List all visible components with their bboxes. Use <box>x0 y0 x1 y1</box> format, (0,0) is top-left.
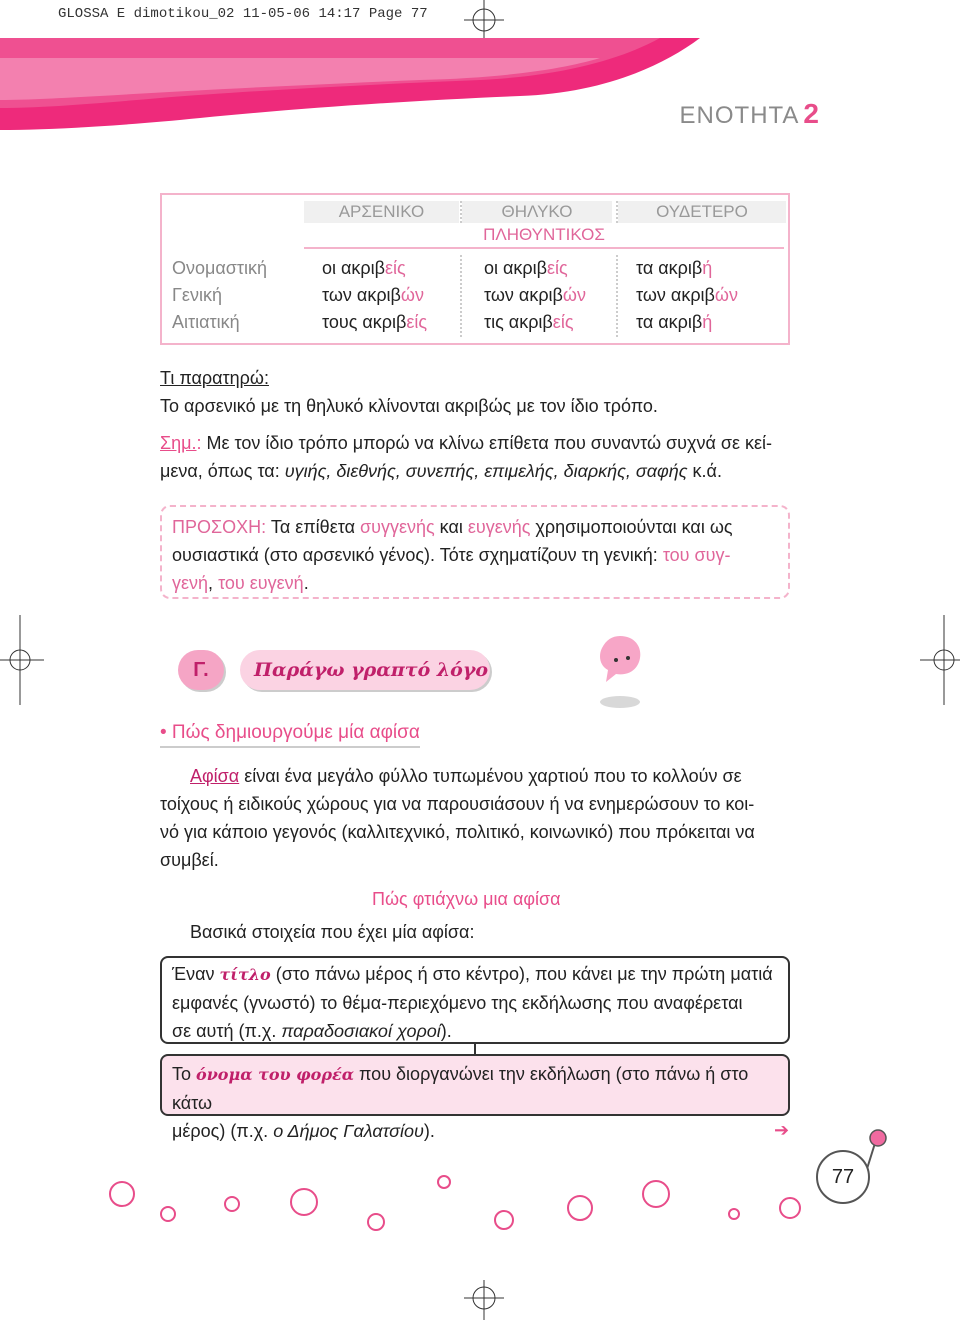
pink-wave-banner <box>0 38 700 130</box>
crop-mark-left <box>0 615 44 705</box>
header-separator <box>616 201 618 223</box>
table-cell: τις ακριβείς <box>484 312 574 332</box>
case-nominative: Ονομαστική <box>172 258 268 278</box>
print-slug: GLOSSA E dimotikou_02 11-05-06 14:17 Page 77 <box>58 6 428 22</box>
declension-table <box>160 193 790 345</box>
how-to-heading: Πώς φτιάχνω μια αφίσα <box>372 889 561 909</box>
section-label: ΕΝΟΤΗΤΑ <box>679 102 800 129</box>
note-block: Σημ.: Με τον ίδιο τρόπο μπορώ να κλίνω επίθετα που συναντώ συχνά σε κεί- μενα, όπως τα: υγιής, διεθνής, συνεπής, επιμελής, διαρκής, σαφής κ.ά. <box>160 433 773 481</box>
header-masculine: ΑΡΣΕΝΙΚΟ <box>304 201 459 223</box>
section-title <box>680 98 820 130</box>
poster-word: Αφίσα <box>190 766 240 786</box>
observe-block <box>160 364 658 420</box>
crop-mark-right <box>920 615 960 705</box>
part-letter: Γ. <box>178 650 224 690</box>
observe-heading: Τι παρατηρώ: <box>160 368 269 388</box>
page-number: 77 <box>816 1150 870 1204</box>
element-box-title: Έναν τίτλο (στο πάνω μέρος ή στο κέντρο), που κάνει με την πρώτη ματιά εμφανές (γνωστό) το θέμα-περιεχόμενο της εκδήλωσης που αναφέρεται σε αυτή (π.χ. παραδοσιακοί χοροί). <box>160 956 790 1044</box>
attention-label: ΠΡΟΣΟΧΗ: <box>172 517 267 537</box>
note-examples: υγιής, διεθνής, συνεπής, επιμελής, διαρκής, σαφής <box>284 461 688 481</box>
observe-text: Το αρσενικό με τη θηλυκό κλίνονται ακριβώς με τον ίδιο τρόπο. <box>160 396 658 416</box>
header-neuter: ΟΥΔΕΤΕΡΟ <box>618 201 786 223</box>
part-title: Παράγω γραπτό λόγο <box>240 650 490 690</box>
section-number: 2 <box>803 98 820 129</box>
poster-definition: Αφίσα είναι ένα μεγάλο φύλλο τυπωμένου χαρτιού που το κολλούν σε τοίχους ή ειδικούς χώρους για να παρουσιάσουν ή να ενημερώσουν το κοι- νό για κάποιο γεγονός (καλλιτεχνικό, πολιτικό, κοινωνικό) που πρόκειται να συμβεί. <box>160 766 755 870</box>
table-cell: οι ακριβείς <box>322 258 406 278</box>
crop-mark-top <box>460 0 510 40</box>
note-label: Σημ. <box>160 433 197 453</box>
column-separator <box>460 255 462 337</box>
table-cell: τα ακριβή <box>636 258 713 278</box>
table-cell: τους ακριβείς <box>322 312 428 332</box>
table-cell: τα ακριβή <box>636 312 713 332</box>
table-cell: των ακριβών <box>484 285 586 305</box>
crop-mark-bottom <box>460 1280 510 1320</box>
speech-bubble-icon <box>596 632 648 712</box>
table-cell: των ακριβών <box>322 285 424 305</box>
header-separator <box>460 201 462 223</box>
case-accusative: Αιτιατική <box>172 312 240 332</box>
basics-text: Βασικά στοιχεία που έχει μία αφίσα: <box>190 922 475 942</box>
header-feminine: ΘΗΛΥΚΟ <box>462 201 612 223</box>
poster-heading: • Πώς δημιουργούμε μία αφίσα <box>160 722 420 748</box>
header-plural: ΠΛΗΘΥΝΤΙΚΟΣ <box>304 225 784 249</box>
element-box-organizer: Το όνομα του φορέα που διοργανώνει την εκδήλωση (στο πάνω ή στο κάτω μέρος) (π.χ. ο Δήμος Γαλατσίου). <box>160 1054 790 1116</box>
table-cell: των ακριβών <box>636 285 738 305</box>
column-separator <box>616 255 618 337</box>
next-page-arrow-icon: ➔ <box>774 1120 790 1140</box>
connector-line <box>474 1044 476 1054</box>
case-genitive: Γενική <box>172 285 222 305</box>
attention-box: ΠΡΟΣΟΧΗ: Τα επίθετα συγγενής και ευγενής χρησιμοποιούνται και ως ουσιαστικά (στο αρσενικό γένος). Τότε σχηματίζουν τη γενική: του συγ- γενή, του ευγενή. <box>160 505 790 599</box>
table-cell: οι ακριβείς <box>484 258 568 278</box>
